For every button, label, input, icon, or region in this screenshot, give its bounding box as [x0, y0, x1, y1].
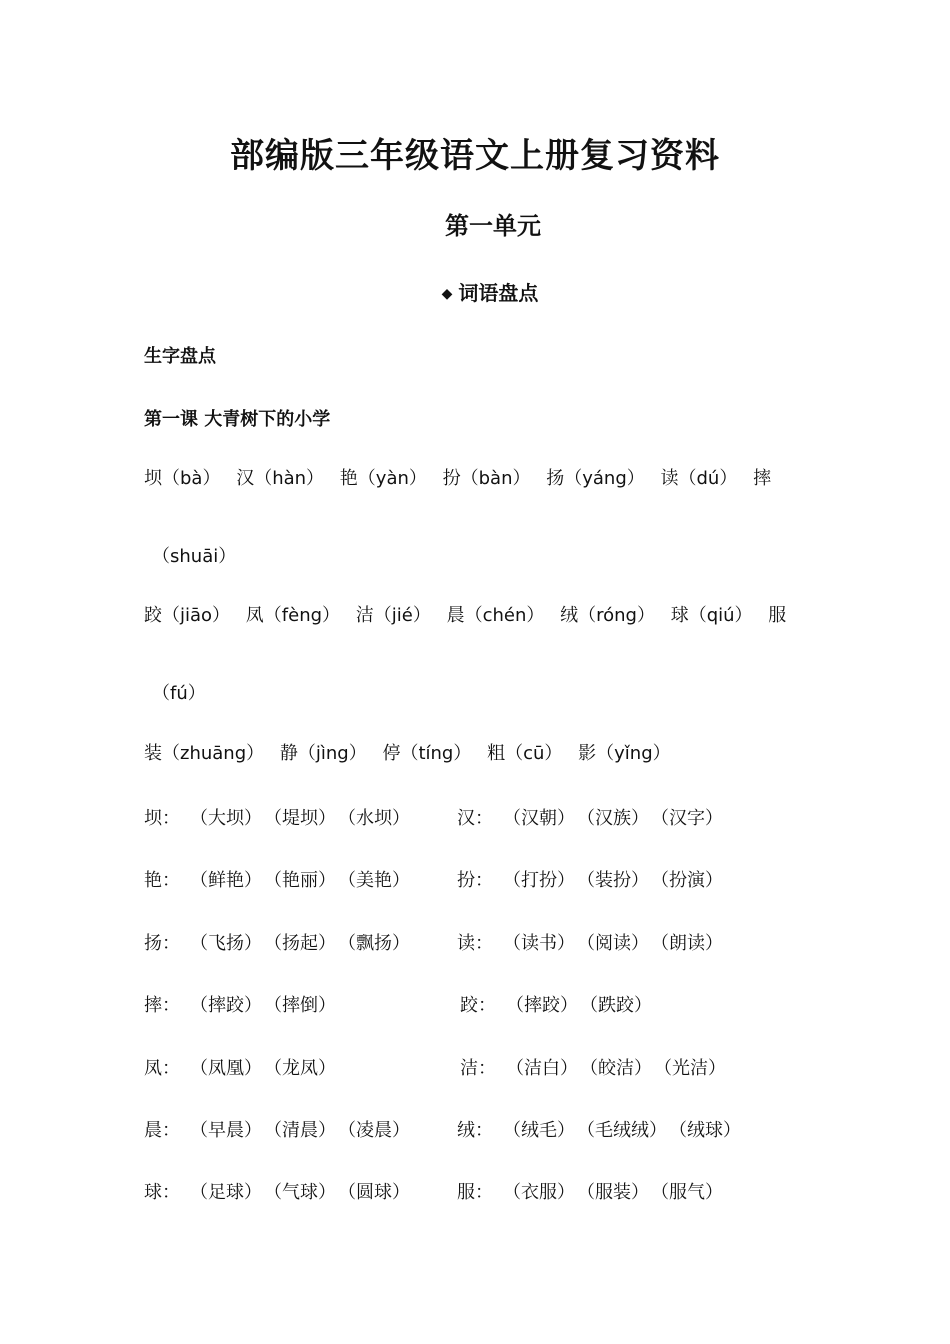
word: （阅读） — [577, 933, 649, 954]
word: （美艳） — [338, 870, 410, 891]
word: （水坝） — [338, 808, 410, 829]
char-line-3 — [144, 742, 824, 766]
char-item: 汉（hàn） — [236, 468, 325, 489]
char-line-1 — [144, 467, 824, 491]
word-char: 晨： — [144, 1120, 180, 1141]
word: （汉朝） — [503, 808, 575, 829]
word-group-left — [144, 929, 412, 955]
char-line-1-continuation: （shuāi） — [152, 546, 237, 567]
word: （龙凤） — [264, 1058, 336, 1079]
word-char: 汉： — [457, 808, 493, 829]
word-group-left — [144, 1178, 412, 1204]
word-group-right — [457, 1116, 743, 1142]
word-char: 扬： — [144, 933, 180, 954]
char-item: 停（tíng） — [382, 743, 472, 764]
word: （装扮） — [577, 870, 649, 891]
word: （摔倒） — [264, 995, 336, 1016]
word-row — [144, 804, 844, 830]
word-char: 洁： — [460, 1058, 496, 1079]
word-char: 扮： — [457, 870, 493, 891]
char-item: 扮（bàn） — [442, 468, 531, 489]
word-group-right — [460, 1054, 728, 1080]
char-item: 凤（fèng） — [245, 605, 341, 626]
char-item: 扬（yáng） — [546, 468, 645, 489]
word-group-right — [457, 866, 725, 892]
char-item: 球（qiú） — [670, 605, 753, 626]
word-group-left — [144, 1054, 340, 1080]
diamond-bullet-icon: ◆ — [441, 286, 453, 302]
unit-heading: 第一单元 — [445, 212, 541, 240]
word-char: 服： — [457, 1182, 493, 1203]
word-group-left — [144, 1116, 412, 1142]
word-group-left — [144, 991, 340, 1017]
word: （跌跤） — [580, 995, 652, 1016]
word-char: 凤： — [144, 1058, 180, 1079]
char-line-2-continuation: （fú） — [152, 683, 206, 704]
word-row — [144, 1116, 844, 1142]
word: （服装） — [577, 1182, 649, 1203]
word: （绒球） — [669, 1120, 741, 1141]
word: （皎洁） — [580, 1058, 652, 1079]
section-heading — [0, 277, 950, 306]
word-char: 读： — [457, 933, 493, 954]
section-label: 词语盘点 — [458, 281, 539, 305]
char-item: 坝（bà） — [144, 468, 221, 489]
word-group-right — [460, 991, 656, 1017]
word: （凤凰） — [190, 1058, 262, 1079]
word: （打扮） — [503, 870, 575, 891]
subheading: 生字盘点 — [144, 346, 216, 367]
char-item: 跤（jiāo） — [144, 605, 231, 626]
word: （读书） — [503, 933, 575, 954]
word-char: 绒： — [457, 1120, 493, 1141]
word-group-right — [457, 1178, 725, 1204]
word-row — [144, 929, 844, 955]
word: （足球） — [190, 1182, 262, 1203]
word-row — [144, 866, 844, 892]
word-char: 跤： — [460, 995, 496, 1016]
word: （服气） — [651, 1182, 723, 1203]
word-char: 坝： — [144, 808, 180, 829]
char-item: 装（zhuāng） — [144, 743, 265, 764]
word: （光洁） — [654, 1058, 726, 1079]
word: （汉族） — [577, 808, 649, 829]
char-item: 绒（róng） — [560, 605, 655, 626]
word: （衣服） — [503, 1182, 575, 1203]
word-row — [144, 991, 844, 1017]
char-item: 影（yǐng） — [578, 743, 671, 764]
char-item: 服 — [768, 605, 787, 626]
document-title: 部编版三年级语文上册复习资料 — [230, 136, 720, 176]
lesson-heading: 第一课 大青树下的小学 — [144, 409, 331, 430]
char-item: 粗（cū） — [487, 743, 563, 764]
word: （绒毛） — [503, 1120, 575, 1141]
word-group-left — [144, 866, 412, 892]
word: （摔跤） — [190, 995, 262, 1016]
char-item: 摔 — [753, 468, 772, 489]
char-item: 静（jìng） — [279, 743, 367, 764]
word: （气球） — [264, 1182, 336, 1203]
word-group-right — [457, 804, 725, 830]
word-char: 艳： — [144, 870, 180, 891]
word: （凌晨） — [338, 1120, 410, 1141]
word-group-left — [144, 804, 412, 830]
word: （清晨） — [264, 1120, 336, 1141]
char-item: 读（dú） — [660, 468, 738, 489]
char-line-2 — [144, 604, 824, 628]
word: （圆球） — [338, 1182, 410, 1203]
word-char: 球： — [144, 1182, 180, 1203]
word: （飘扬） — [338, 933, 410, 954]
word-char: 摔： — [144, 995, 180, 1016]
word: （毛绒绒） — [577, 1120, 667, 1141]
word: （堤坝） — [264, 808, 336, 829]
word: （早晨） — [190, 1120, 262, 1141]
char-item: 艳（yàn） — [339, 468, 427, 489]
word: （大坝） — [190, 808, 262, 829]
word: （飞扬） — [190, 933, 262, 954]
char-item: 洁（jié） — [355, 605, 431, 626]
word: （摔跤） — [506, 995, 578, 1016]
word-row — [144, 1054, 844, 1080]
word: （洁白） — [506, 1058, 578, 1079]
word: （朗读） — [651, 933, 723, 954]
word: （艳丽） — [264, 870, 336, 891]
word: （扬起） — [264, 933, 336, 954]
word: （汉字） — [651, 808, 723, 829]
word: （扮演） — [651, 870, 723, 891]
word: （鲜艳） — [190, 870, 262, 891]
word-row — [144, 1178, 844, 1204]
char-item: 晨（chén） — [446, 605, 545, 626]
word-group-right — [457, 929, 725, 955]
